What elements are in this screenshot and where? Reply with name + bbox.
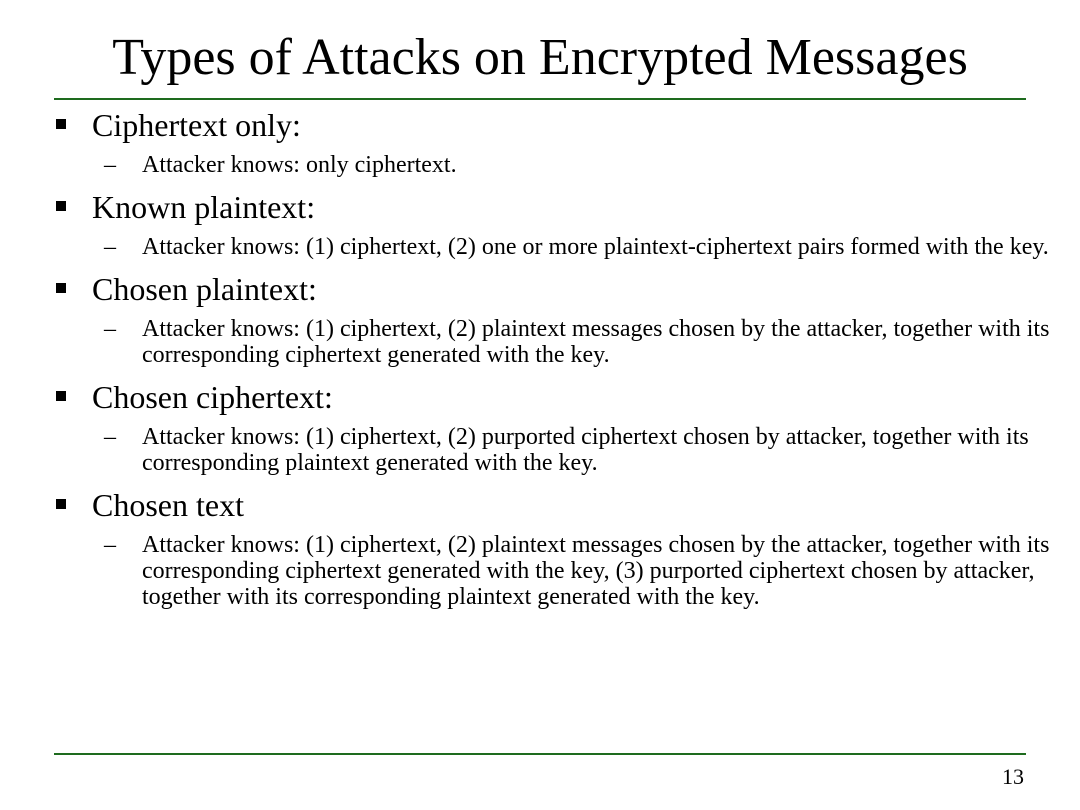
sub-bullet-row [54, 152, 1074, 178]
slide-title: Types of Attacks on Encrypted Messages [112, 29, 968, 86]
list-item-known-plaintext [54, 186, 1074, 260]
dash-bullet-icon: – [104, 234, 116, 260]
sub-bullet-text: Attacker knows: only ciphertext. [142, 152, 457, 178]
sub-bullet-row [54, 424, 1074, 476]
sub-bullet-row [54, 234, 1074, 260]
list-item-chosen-plaintext [54, 268, 1074, 368]
bullet-label: Known plaintext: [92, 189, 316, 225]
bullet-row [54, 484, 1074, 526]
attack-types-list [54, 104, 1074, 618]
dash-bullet-icon: – [104, 316, 116, 342]
bullet-label: Chosen ciphertext: [92, 379, 333, 415]
bullet-row [54, 268, 1074, 310]
bullet-label: Chosen text [92, 487, 244, 523]
sub-bullet-text: Attacker knows: (1) ciphertext, (2) plaintext messages chosen by the attacker, together with its corresponding ciphertext generated with the key. [142, 316, 1050, 368]
bullet-row [54, 186, 1074, 228]
dash-bullet-icon: – [104, 152, 116, 178]
square-bullet-icon [56, 119, 66, 129]
footer-rule [54, 753, 1026, 755]
sub-bullet-row [54, 532, 1074, 610]
sub-bullet-text: Attacker knows: (1) ciphertext, (2) purported ciphertext chosen by attacker, together with its corresponding plaintext generated with the key. [142, 424, 1029, 476]
list-item-chosen-ciphertext [54, 376, 1074, 476]
bullet-row [54, 376, 1074, 418]
bullet-label: Chosen plaintext: [92, 271, 317, 307]
bullet-row [54, 104, 1074, 146]
square-bullet-icon [56, 499, 66, 509]
bullet-label: Ciphertext only: [92, 107, 301, 143]
list-item-chosen-text [54, 484, 1074, 610]
square-bullet-icon [56, 283, 66, 293]
page-number: 13 [1002, 764, 1024, 789]
square-bullet-icon [56, 391, 66, 401]
dash-bullet-icon: – [104, 424, 116, 450]
sub-bullet-row [54, 316, 1074, 368]
dash-bullet-icon: – [104, 532, 116, 558]
sub-bullet-text: Attacker knows: (1) ciphertext, (2) one or more plaintext-ciphertext pairs formed with the key. [142, 234, 1049, 260]
title-underline [54, 98, 1026, 100]
list-item-ciphertext-only [54, 104, 1074, 178]
square-bullet-icon [56, 201, 66, 211]
sub-bullet-text: Attacker knows: (1) ciphertext, (2) plaintext messages chosen by the attacker, together with its corresponding ciphertext generated with the key, (3) purported ciphertext chosen by attacker, together with its corresponding plaintext generated with the key. [142, 532, 1050, 610]
